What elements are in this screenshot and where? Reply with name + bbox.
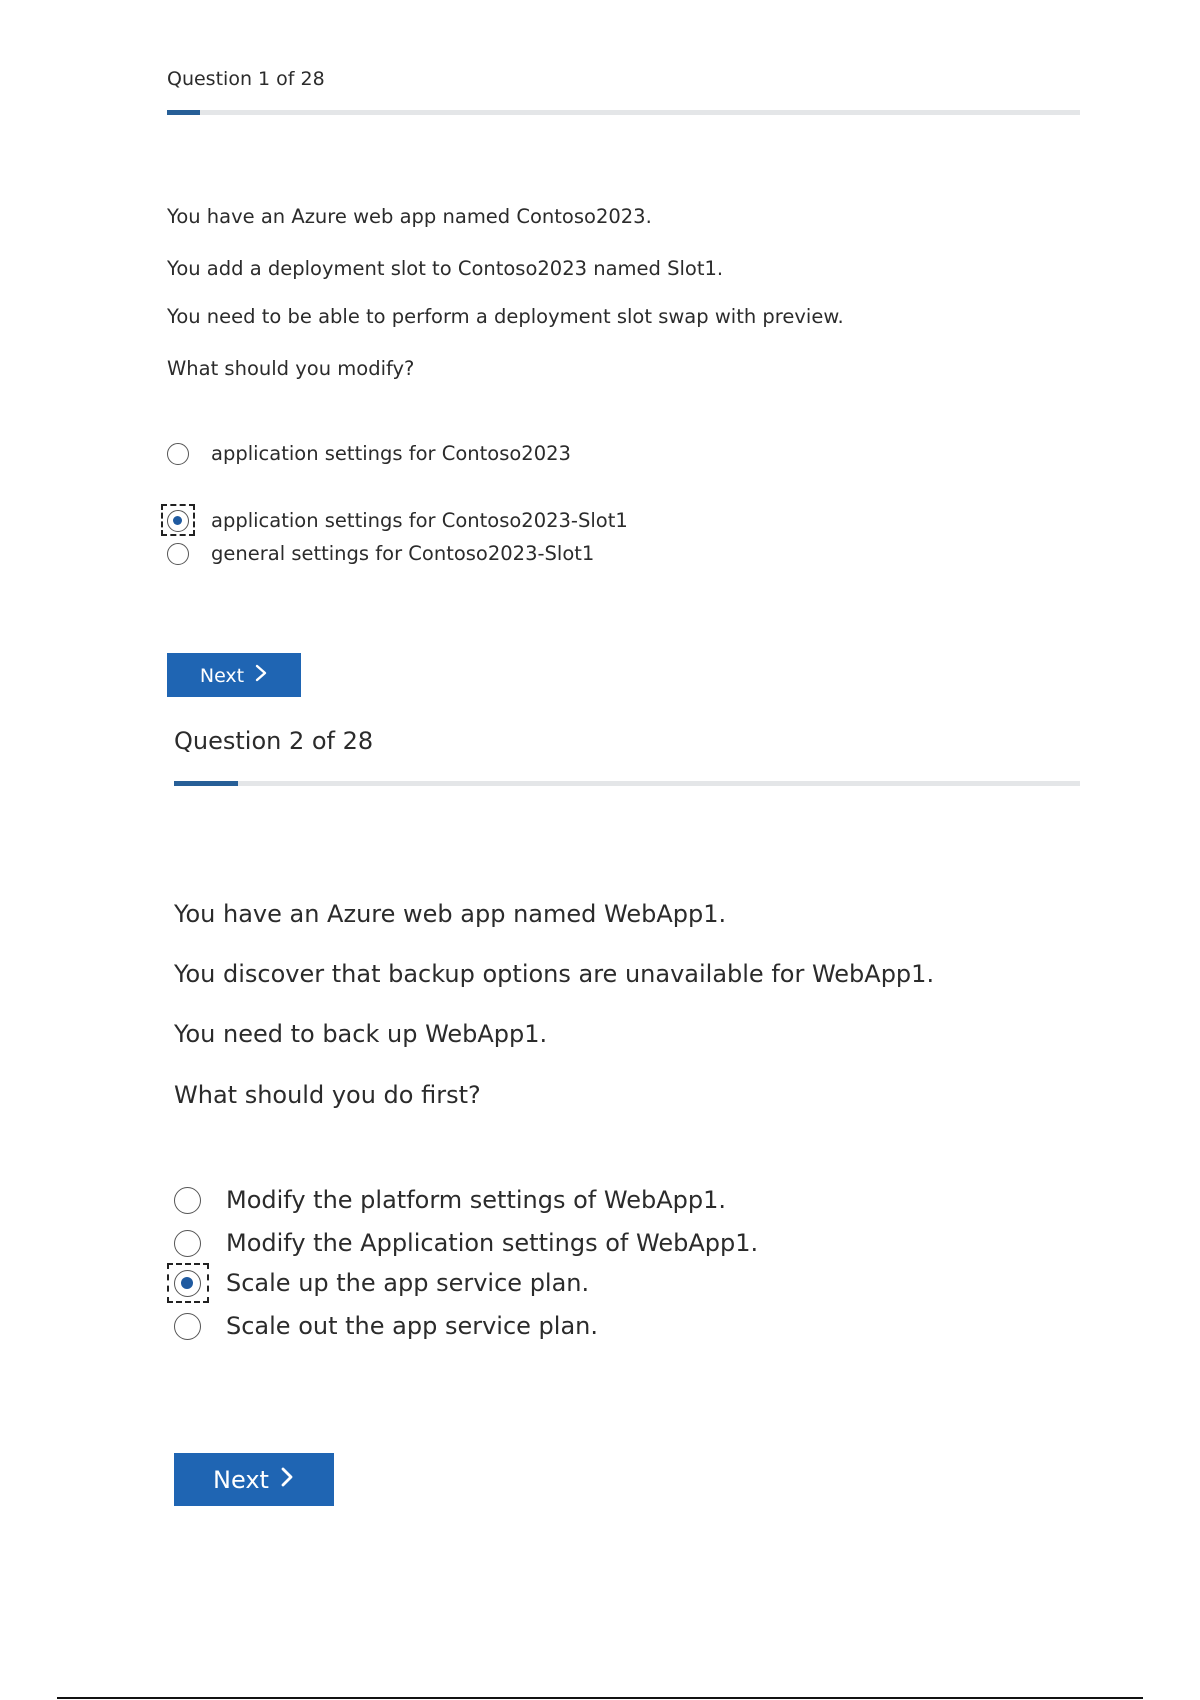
- question-text: You add a deployment slot to Contoso2023 named Slot1.: [167, 257, 724, 280]
- question-counter: Question 1 of 28: [167, 68, 325, 90]
- chevron-right-icon: [279, 1466, 295, 1494]
- question-text: You need to be able to perform a deployment slot swap with preview.: [167, 305, 844, 328]
- question-prompt: What should you do first?: [174, 1081, 481, 1109]
- question-counter: Question 2 of 28: [174, 727, 374, 755]
- radio-button-icon[interactable]: [174, 1230, 201, 1257]
- question-text: You need to back up WebApp1.: [174, 1020, 548, 1048]
- progress-fill: [167, 110, 200, 115]
- question-prompt: What should you modify?: [167, 357, 415, 380]
- radio-button-icon[interactable]: [167, 543, 189, 565]
- progress-bar: [174, 781, 1080, 786]
- page-divider: [57, 1697, 1143, 1699]
- progress-bar: [167, 110, 1080, 115]
- question-text: You have an Azure web app named WebApp1.: [174, 900, 727, 928]
- question-1: [167, 0, 1087, 720]
- chevron-right-icon: [254, 664, 268, 687]
- answer-option-label: Scale out the app service plan.: [226, 1312, 598, 1340]
- question-2: [174, 720, 1094, 1520]
- answer-option-label: application settings for Contoso2023: [211, 442, 571, 465]
- next-button-label: Next: [199, 664, 245, 687]
- question-text: You discover that backup options are unavailable for WebApp1.: [174, 960, 935, 988]
- answer-option-label: Scale up the app service plan.: [226, 1269, 590, 1297]
- next-button[interactable]: [167, 653, 301, 697]
- radio-button-icon[interactable]: [174, 1187, 201, 1214]
- progress-fill: [174, 781, 238, 786]
- next-button[interactable]: [174, 1453, 334, 1506]
- question-text: You have an Azure web app named Contoso2023.: [167, 205, 652, 228]
- answer-option-label: Modify the Application settings of WebApp1.: [226, 1229, 759, 1257]
- answer-option-label: general settings for Contoso2023-Slot1: [211, 542, 595, 565]
- answer-option-label: application settings for Contoso2023-Slot1: [211, 509, 628, 532]
- next-button-label: Next: [213, 1465, 269, 1494]
- answer-option-label: Modify the platform settings of WebApp1.: [226, 1186, 726, 1214]
- radio-button-icon[interactable]: [174, 1270, 201, 1297]
- radio-button-icon[interactable]: [174, 1313, 201, 1340]
- radio-button-icon[interactable]: [167, 443, 189, 465]
- radio-button-icon[interactable]: [167, 510, 189, 532]
